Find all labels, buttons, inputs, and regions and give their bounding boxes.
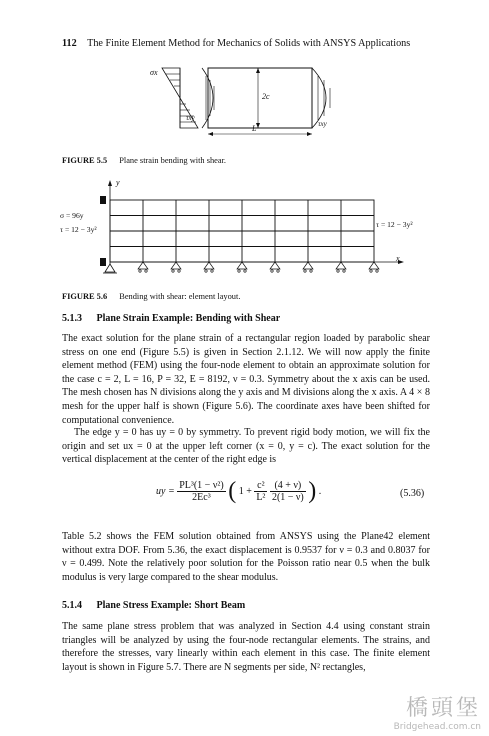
paragraph-2: The edge y = 0 has uy = 0 by symmetry. To prevent rigid body motion, we will fix the origin and set ux = 0 at the upper left corner (x = 0, y = c). The exact solution for the vertical displacement at the center of the right edge is <box>62 427 430 466</box>
eq-fraction-2 <box>254 480 267 503</box>
eq-one-plus: 1 + <box>238 486 252 497</box>
eq-fraction-1 <box>177 480 226 503</box>
equation-number: (5.36) <box>400 488 425 499</box>
eq-frac1-numerator: PL³(1 − ν²) <box>179 480 224 491</box>
figure-5-6-caption <box>62 292 240 301</box>
right-shear-arrows <box>318 76 330 120</box>
figure-5-6-caption-text: Bending with shear: element layout. <box>119 292 241 301</box>
eq-frac2-denominator: L² <box>256 492 266 503</box>
top-left-constraint <box>100 196 106 204</box>
bottom-left-constraint <box>100 258 106 266</box>
fig55-tau-right-label: τxy <box>318 120 327 128</box>
height-arrow-bottom <box>256 123 260 128</box>
eq-frac2-numerator: c² <box>254 480 267 492</box>
fig56-left-sigma: σ = 96y <box>60 211 84 220</box>
fig55-height-label: 2c <box>262 92 270 101</box>
section-5-1-4-title: Plane Stress Example: Short Beam <box>96 600 246 611</box>
fig55-length-label: L <box>252 124 257 133</box>
eq-frac3-denominator: 2(1 − ν) <box>271 492 304 503</box>
eq-close-paren: ) <box>308 478 317 504</box>
section-5-1-4-heading <box>62 600 245 611</box>
eq-tail: . <box>318 486 322 497</box>
running-title: The Finite Element Method for Mechanics of Solids with ANSYS Applications <box>87 38 411 49</box>
fig56-x-axis-label: x <box>396 254 400 263</box>
fig56-left-tau: τ = 12 − 3y² <box>60 225 97 234</box>
figure-5-6-diagram <box>60 178 410 278</box>
origin-pin-support <box>105 264 115 272</box>
fig56-right-tau: τ = 12 − 3y² <box>376 220 413 229</box>
section-5-1-3-number: 5.1.3 <box>62 313 82 324</box>
section-5-1-3-heading <box>62 313 280 324</box>
length-arrow-left <box>208 132 213 136</box>
beam-rectangle <box>208 68 312 128</box>
eq-lhs: uy = <box>156 486 175 497</box>
figure-5-5-caption <box>62 156 226 165</box>
watermark-url: Bridgehead.com.cn <box>393 722 481 732</box>
fig56-y-axis-label: y <box>116 178 120 187</box>
watermark <box>394 691 481 732</box>
figure-5-5-caption-text: Plane strain bending with shear. <box>119 156 226 165</box>
eq-frac3-numerator: (4 + ν) <box>270 480 306 492</box>
fig55-sigma-label: σx <box>150 68 158 77</box>
eq-fraction-3 <box>270 480 306 503</box>
roller-supports <box>138 262 379 272</box>
element-mesh <box>110 200 374 262</box>
equation-5-36 <box>156 478 321 505</box>
paragraph-3: Table 5.2 shows the FEM solution obtained from ANSYS using the Plane42 element without extra DOF. From 5.36, the exact displacement is 0.9537 for ν = 0.3 and 0.8037 for ν = 0.499. Note the relatively poor solution for the Poisson ratio near 0.5 when the bulk modulus is very large compared to the shear modulus. <box>62 531 430 583</box>
paragraph-4: The same plane stress problem that was analyzed in Section 4.4 using constant strain triangles will be analyzed by using the four-node rectangular elements. The strains, and therefore the stresses, vary linearly within each element in this case. The finite element layout is shown in Figure 5.7. There are N segments per side, N² rectangles, <box>62 621 430 673</box>
length-arrow-right <box>307 132 312 136</box>
fig55-tau-left-label: τxy <box>186 114 195 122</box>
figure-5-5-caption-label: FIGURE 5.5 <box>62 156 108 165</box>
section-5-1-4-number: 5.1.4 <box>62 600 82 611</box>
eq-frac1-denominator: 2Ec³ <box>192 492 211 503</box>
y-axis-arrow <box>108 180 112 186</box>
watermark-chinese: 橋頭堡 <box>405 696 481 721</box>
running-header <box>62 38 410 49</box>
height-arrow-top <box>256 68 260 73</box>
section-5-1-3-title: Plane Strain Example: Bending with Shear <box>96 313 281 324</box>
eq-open-paren: ( <box>228 478 237 504</box>
page-number: 112 <box>62 38 77 49</box>
paragraph-1: The exact solution for the plane strain of a rectangular region loaded by parabolic shear stress on one end (Figure 5.5) is given in Section 2.1.12. We will now apply the finite element method (FEM) using the four-node element to obtain an approximate solution for the case c = 2, L = 16, P = 32, E = 8192, ν = 0.3. Symmetry about the x axis can be used. The mesh chosen has N divisions along the y axis and M divisions along the x axis. A 4 × 8 mesh for the upper half is shown (Figure 5.6). The coordinate axes have been shifted for computational convenience. <box>62 333 430 426</box>
figure-5-6-caption-label: FIGURE 5.6 <box>62 292 108 301</box>
